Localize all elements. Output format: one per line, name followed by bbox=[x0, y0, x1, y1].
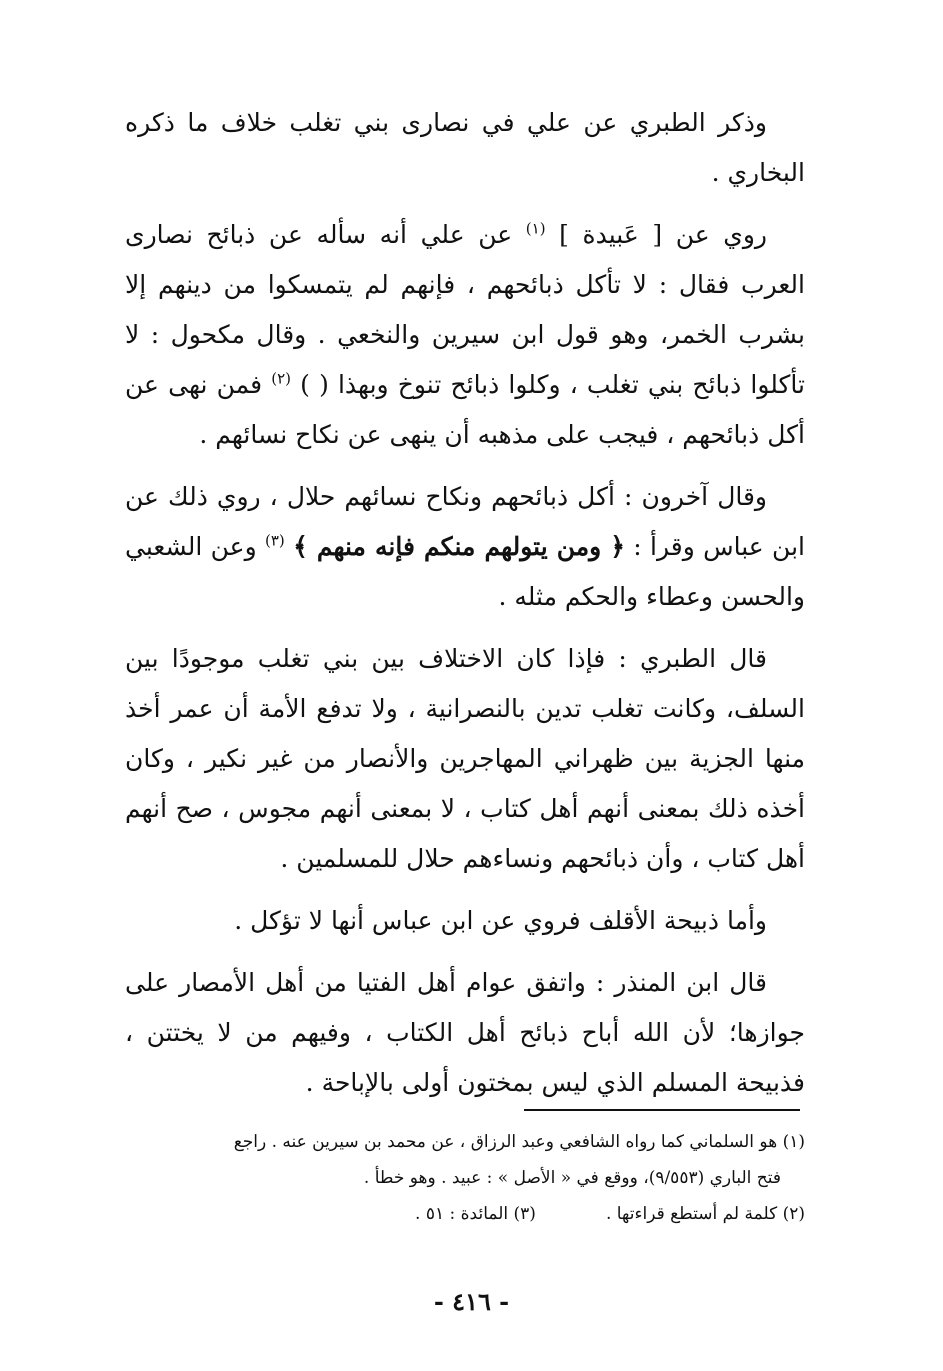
footnote-ref-2: (٢) bbox=[271, 369, 291, 388]
footnote-3: (٣) المائدة : ٥١ . bbox=[415, 1204, 536, 1224]
footnote-1: (١) هو السلماني كما رواه الشافعي وعبد الرزاق ، عن محمد بن سيرين عنه . راجع bbox=[233, 1132, 805, 1152]
paragraph-5 bbox=[125, 896, 805, 946]
paragraph-3 bbox=[125, 472, 805, 622]
footnote-ref-1: (١) bbox=[525, 219, 546, 238]
footnote-ref-3: (٣) bbox=[264, 531, 285, 550]
paragraph-1 bbox=[125, 98, 805, 198]
paragraph-6-text: قال ابن المنذر : واتفق عوام أهل الفتيا من أهل الأمصار على جوازها؛ لأن الله أباح ذبائح أهل الكتاب ، وفيهم من لا يختتن ، فذبيحة المسلم الذي ليس بمختون أولى بالإباحة . bbox=[125, 968, 805, 1097]
main-text bbox=[125, 98, 805, 1120]
paragraph-2-end: فمن نهى عن أكل ذبائحهم ، فيجب على مذهبه أن ينهى عن نكاح نسائهم . bbox=[125, 370, 805, 449]
footnote-1-continuation: فتح الباري (٩/٥٥٣)، ووقع في « الأصل » : عبيد . وهو خطأ . bbox=[363, 1168, 781, 1188]
footnote-row-2-3 bbox=[118, 1196, 805, 1232]
paragraph-2-middle: عن علي أنه سأله عن ذبائح نصارى العرب فقال : لا تأكل ذبائحهم ، فإنهم لم يتمسكوا من دينهم إلا بشرب الخمر، وهو قول ابن سيرين والنخعي . وقال مكحول : لا تأكلوا ذبائح بني تغلب ، وكلوا ذبائح تنوخ وبهذا ( ) bbox=[125, 220, 806, 399]
quran-verse: ﴿ ومن يتولهم منكم فإنه منهم ﴾ bbox=[293, 532, 625, 561]
paragraph-4 bbox=[125, 634, 805, 884]
paragraph-2 bbox=[125, 210, 805, 460]
footnote-divider bbox=[524, 1109, 800, 1111]
paragraph-3-start: وقال آخرون : أكل ذبائحهم ونكاح نسائهم حلال ، روي ذلك عن ابن عباس وقرأ : bbox=[125, 482, 805, 561]
paragraph-6 bbox=[125, 958, 805, 1108]
page-number: - ٤١٦ - bbox=[433, 1287, 510, 1316]
paragraph-5-text: وأما ذبيحة الأقلف فروي عن ابن عباس أنها لا تؤكل . bbox=[234, 906, 767, 935]
footnote-2: (٢) كلمة لم أستطع قراءتها . bbox=[605, 1204, 805, 1224]
paragraph-3-end: وعن الشعبي والحسن وعطاء والحكم مثله . bbox=[125, 532, 805, 611]
paragraph-1-text: وذكر الطبري عن علي في نصارى بني تغلب خلاف ما ذكره البخاري . bbox=[125, 108, 805, 187]
footnotes bbox=[118, 1124, 805, 1232]
paragraph-2-start: روي عن [ عَبيدة ] bbox=[559, 220, 767, 249]
paragraph-4-text: قال الطبري : فإذا كان الاختلاف بين بني تغلب موجودًا بين السلف، وكانت تغلب تدين بالنصرانية ، ولا تدفع الأمة أن عمر أخذ منها الجزية بين ظهراني المهاجرين والأنصار من غير نكير ، وكان أخذه ذلك بمعنى أنهم أهل كتاب ، لا بمعنى أنهم مجوس ، صح أنهم أهل كتاب ، وأن ذبائحهم ونساءهم حلال للمسلمين . bbox=[125, 644, 805, 873]
